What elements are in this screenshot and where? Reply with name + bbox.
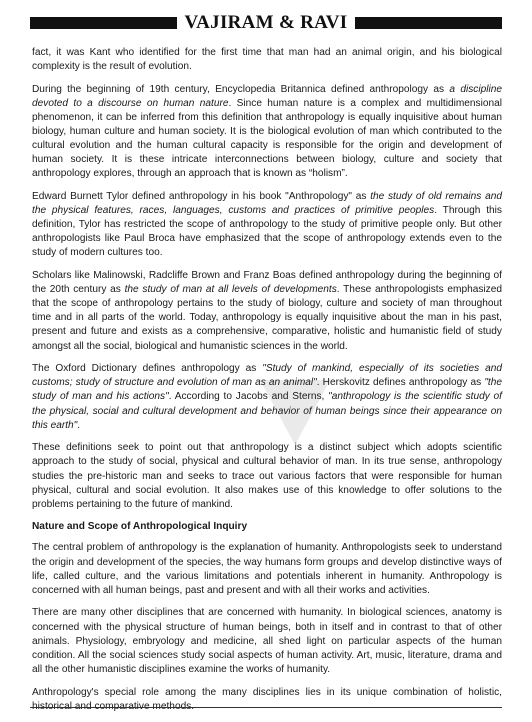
italic-text: the study of old remains and the physical features, races, languages, customs and practices of primitive peoples [32, 191, 503, 217]
header-bar-left [30, 17, 177, 29]
text-run: Nature and Scope of Anthropological Inquiry [32, 521, 248, 533]
paragraph [32, 441, 502, 511]
text-run: . These anthropologists emphasized that the scope of anthropology pertains to the study of biology, culture and society of man throughout time and in all parts of the world. Today, anthropology is equally inquisitive about the man in his past, present and future and exists as a comprehensive, comparative, holistic and humanistic field of study amongst all the social, biological and humanistic sciences in the world. [32, 284, 502, 352]
document-body [32, 46, 502, 722]
italic-text: the study of man at all levels of developments [124, 284, 337, 296]
text-run: . According to Jacobs and Sterns, [168, 391, 329, 403]
text-run: Anthropology's special role among the many disciplines lies in its unique combination of holistic, [32, 686, 502, 698]
header-bar-right [355, 17, 502, 29]
text-run: Edward Burnett Tylor defined anthropology in his book "Anthropology" as [32, 191, 371, 203]
paragraph [32, 83, 502, 182]
paragraph [32, 686, 502, 714]
paragraph [32, 606, 502, 676]
text-run: Scholars like Malinowski, Radcliffe Brown and Franz Boas defined anthropology during the beginning of the 20th century as [32, 270, 502, 296]
paragraph [32, 190, 502, 260]
paragraph [32, 46, 502, 74]
text-run: During the beginning of 19th century, Encyclopedia Britannica defined anthropology as [32, 83, 450, 95]
italic-text: "anthropology is the scientific study of the physical, social and cultural development and behavior of human beings since their appearance on this earth" [32, 391, 503, 431]
text-run: . Since human nature is a complex and multidimensional phenomenon, it can be inferred from this definition that anthropology is equally inquisitive about human biology, human culture and human society. It is the biological evolution of man which contributed to the cultural evolution and the human cultural capacity is responsible for the origin and development of human society. It is these intricate interconnections between biology, culture and society that anthropology explores, through an approach that is known as “holism”. [32, 97, 503, 180]
text-run: The central problem of anthropology is the explanation of humanity. Anthropologists seek to understand the origin and development of the species, the way humans form groups and develop distinctive ways of life, called culture, and the various limitations and potentials inherent in humanity. Anthropology is concerned with all human beings, past and present and with all their works and activities. [32, 542, 502, 596]
text-run: fact, it was Kant who identified for the first time that man had an animal origin, and his biological complexity is the result of evolution. [32, 47, 502, 73]
text-run: These definitions seek to point out that anthropology is a distinct subject which adopts scientific approach to the study of social, physical and cultural behavior of man. In its true sense, anthropology studies the pre-historic man and seeks to trace out various factors that were responsible for human physical, cultural and social evolution. It also makes use of this knowledge to offer solutions to the problems pertaining to the future of mankind. [32, 442, 502, 510]
text-run: . [77, 419, 81, 431]
text-run: The Oxford Dictionary defines anthropology as [32, 363, 263, 375]
paragraph [32, 269, 502, 354]
italic-text: a discipline devoted to a discourse on human nature [32, 83, 502, 109]
text-run: . Through this definition, Tylor has restricted the scope of anthropology to the study of primitive people only. But other anthropologists like Paul Broca have emphasized that the scope of anthropology extends even to the study of modern cultures too. [32, 205, 502, 259]
italic-text: "Study of mankind, especially of its societies and customs; study of structure and evolution of man as an animal" [32, 363, 502, 389]
footer-rule [30, 707, 502, 708]
text-run: There are many other disciplines that are concerned with humanity. In biological sciences, anatomy is concerned with the physical structure of human beings, both in itself and in contrast to that of other animals. Physiology, embryology and medicine, all shed light on particular aspects of the human condition. All the social sciences study social aspects of human activity. Art, music, literature, drama and all the other humanistic disciplines examine the works of humanity. [32, 607, 502, 675]
page-header [30, 10, 502, 36]
italic-text: "the study of man and his actions" [32, 377, 502, 403]
paragraph [32, 362, 502, 432]
text-run: . Herskovitz defines anthropology as [316, 377, 485, 389]
section-heading [32, 520, 502, 534]
paragraph [32, 541, 502, 597]
header-title: VAJIRAM & RAVI [184, 12, 348, 33]
